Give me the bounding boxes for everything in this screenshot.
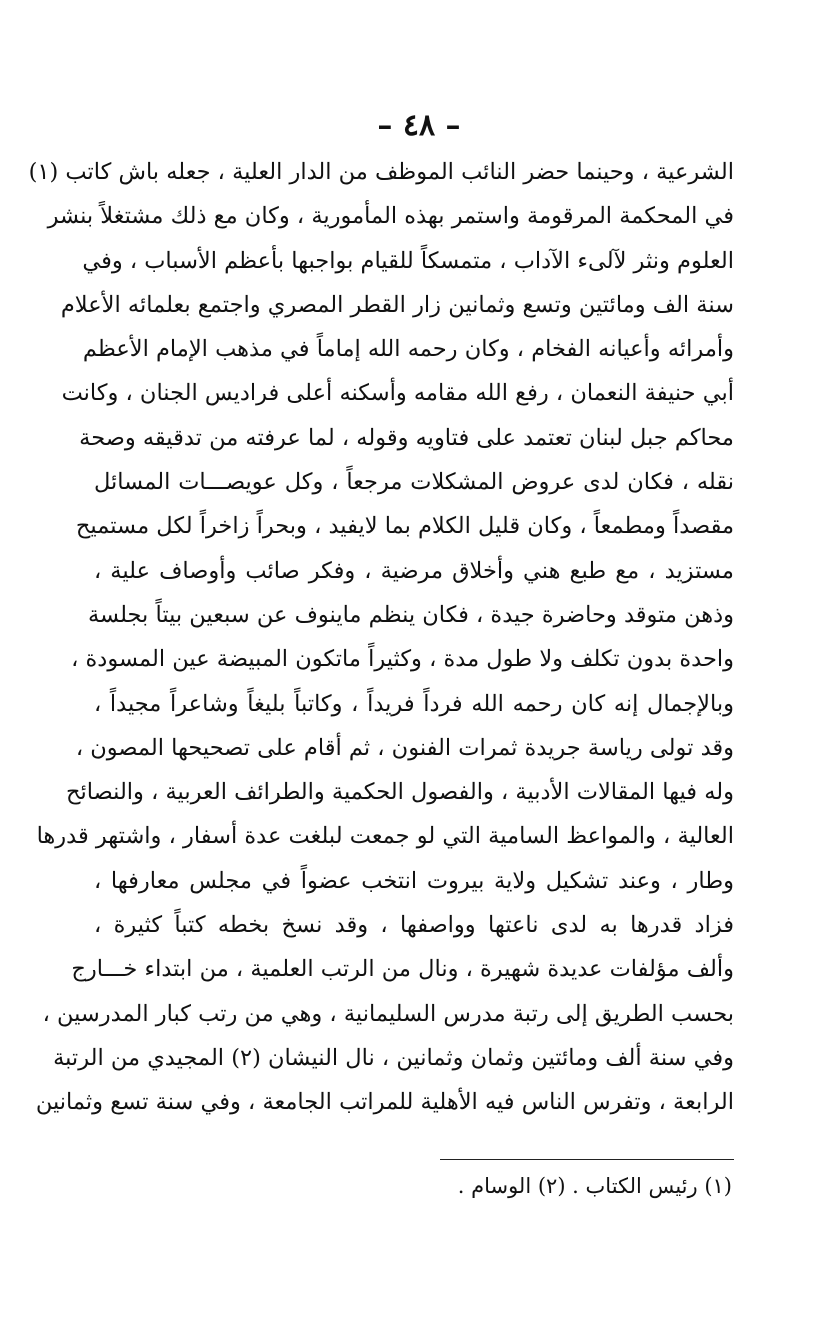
body-text xyxy=(28,150,734,1125)
text-line: وبالإجمال إنه كان رحمه الله فرداً فريداً ، وكاتباً بليغاً وشاعراً مجيداً ، xyxy=(94,690,734,717)
text-line: وفي سنة ألف ومائتين وثمان وثمانين ، نال النيشان (٢) المجيدي من الرتبة xyxy=(53,1044,734,1071)
text-line: محاكم جبل لبنان تعتمد على فتاويه وقوله ، لما عرفته من تدقيقه وصحة xyxy=(79,424,734,451)
text-line: نقله ، فكان لدى عروض المشكلات مرجعاً ، وكل عويصـــات المسائل xyxy=(94,469,734,496)
text-line: مستزيد ، مع طبع هني وأخلاق مرضية ، وفكر صائب وأوصاف علية ، xyxy=(94,557,734,584)
text-line: مقصداً ومطمعاً ، وكان قليل الكلام بما لايفيد ، وبحراً زاخراً لكل مستميح xyxy=(75,513,734,540)
text-line: العالية ، والمواعظ السامية التي لو جمعت لبلغت عدة أسفار ، واشتهر قدرها xyxy=(36,823,734,850)
text-line: في المحكمة المرقومة واستمر بهذه المأمورية ، وكان مع ذلك مشتغلاً بنشر xyxy=(47,203,734,230)
text-line: فزاد قدرها به لدى ناعتها وواصفها ، وقد نسخ بخطه كتباً كثيرة ، xyxy=(94,912,734,939)
text-line: العلوم ونثر لآلىء الآداب ، متمسكاً للقيام بواجبها بأعظم الأسباب ، وفي xyxy=(82,247,734,274)
text-line: واحدة بدون تكلف ولا طول مدة ، وكثيراً ماتكون المبيضة عين المسودة ، xyxy=(71,646,734,673)
text-line: الرابعة ، وتفرس الناس فيه الأهلية للمراتب الجامعة ، وفي سنة تسع وثمانين xyxy=(35,1089,734,1116)
text-line: وله فيها المقالات الأدبية ، والفصول الحكمية والطرائف العربية ، والنصائح xyxy=(66,779,734,806)
text-line: وقد تولى رياسة جريدة ثمرات الفنون ، ثم أقام على تصحيحها المصون ، xyxy=(75,734,734,761)
text-line: سنة الف ومائتين وتسع وثمانين زار القطر المصري واجتمع بعلمائه الأعلام xyxy=(60,291,734,318)
text-line: بحسب الطريق إلى رتبة مدرس السليمانية ، وهي من رتب كبار المدرسين ، xyxy=(42,1000,734,1027)
footnote-divider xyxy=(440,1159,734,1160)
text-line: وطار ، وعند تشكيل ولاية بيروت انتخب عضواً في مجلس معارفها ، xyxy=(94,867,734,894)
text-line: الشرعية ، وحينما حضر النائب الموظف من الدار العلية ، جعله باش كاتب (١) xyxy=(28,159,734,185)
text-line: وألف مؤلفات عديدة شهيرة ، ونال من الرتب العلمية ، من ابتداء خـــارج xyxy=(71,956,734,983)
text-line: أبي حنيفة النعمان ، رفع الله مقامه وأسكنه أعلى فراديس الجنان ، وكانت xyxy=(61,380,734,407)
text-line: وأمرائه وأعيانه الفخام ، وكان رحمه الله إماماً في مذهب الإمام الأعظم xyxy=(82,336,734,363)
text-line: وذهن متوقد وحاضرة جيدة ، فكان ينظم ماينوف عن سبعين بيتاً بجلسة xyxy=(87,601,734,628)
page-number: – ٤٨ – xyxy=(377,108,461,143)
footnotes: (١) رئيس الكتاب . (٢) الوسام . xyxy=(457,1174,732,1198)
